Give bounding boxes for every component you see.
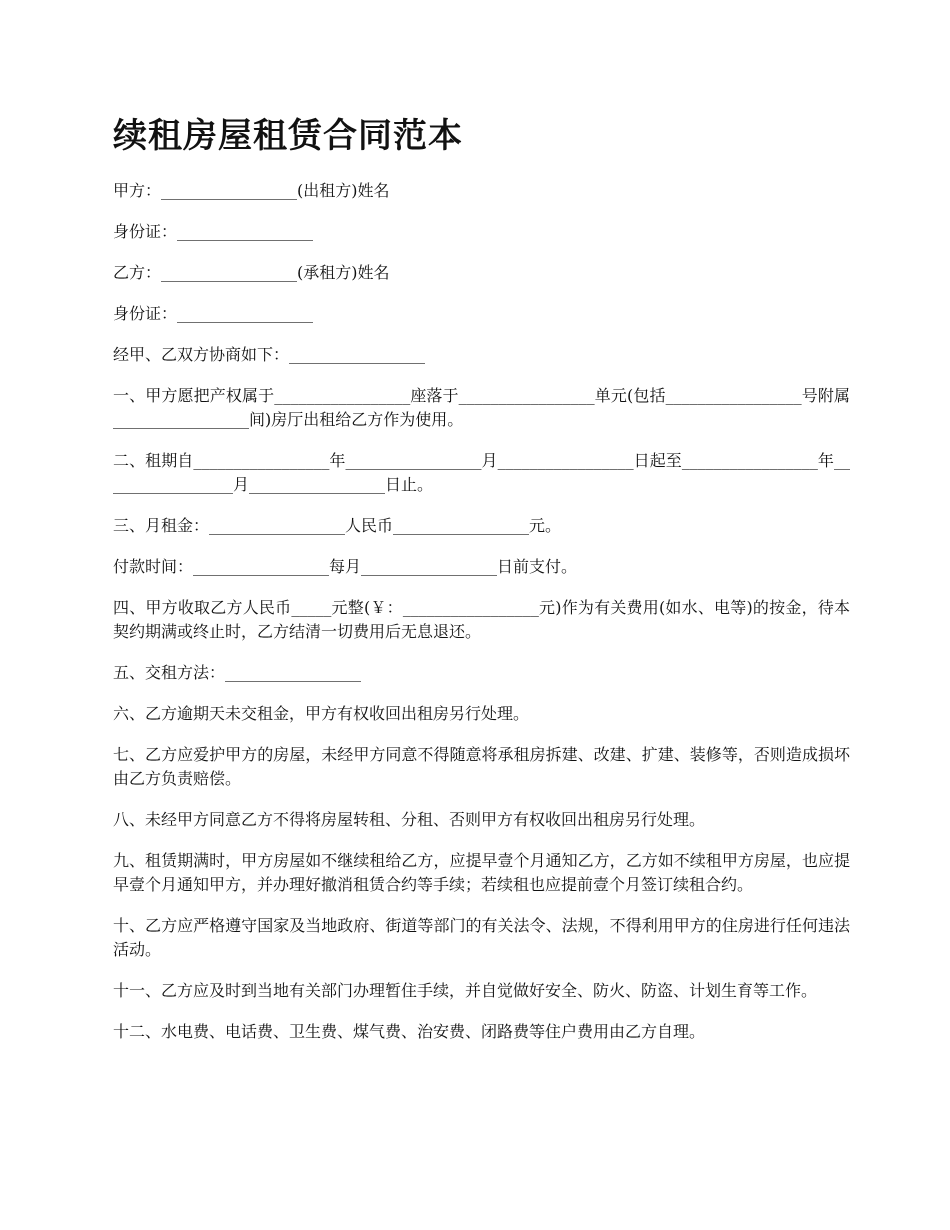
clause-12: 十二、水电费、电话费、卫生费、煤气费、治安费、闭路费等住户费用由乙方自理。 <box>113 1022 706 1041</box>
clause-1: 一、甲方愿把产权属于_________________座落于_________________单元(包括_________________号附属_________________间)房厅出租给乙方作为使用。 <box>113 386 850 429</box>
clause-3: 三、月租金：_________________人民币_________________元。 <box>113 516 562 535</box>
clause-11: 十一、乙方应及时到当地有关部门办理暂住手续，并自觉做好安全、防火、防盗、计划生育等工作。 <box>113 981 818 1000</box>
clause-2: 二、租期自_________________年_________________月_________________日起至_________________年_________________月_________________日止。 <box>113 451 850 494</box>
party-a-id-line: 身份证：_________________ <box>113 222 314 241</box>
clause-7: 七、乙方应爱护甲方的房屋，未经甲方同意不得随意将承租房拆建、改建、扩建、装修等，否则造成损坏由乙方负责赔偿。 <box>113 745 850 788</box>
clause-8: 八、未经甲方同意乙方不得将房屋转租、分租、否则甲方有权收回出租房另行处理。 <box>113 810 706 829</box>
party-b-line: 乙方：_________________(承租方)姓名 <box>113 263 390 282</box>
document-title: 续租房屋租赁合同范本 <box>113 116 463 156</box>
party-b-id-line: 身份证：_________________ <box>113 304 314 323</box>
clause-6: 六、乙方逾期天未交租金，甲方有权收回出租房另行处理。 <box>113 704 530 723</box>
clause-4: 四、甲方收取乙方人民币_____元整(￥：_________________元)作为有关费用(如水、电等)的按金，待本契约期满或终止时，乙方结清一切费用后无息退还。 <box>113 598 850 641</box>
payment-time: 付款时间：_________________每月_________________日前支付。 <box>113 557 578 576</box>
clause-5: 五、交租方法：_________________ <box>113 663 362 682</box>
party-a-line: 甲方：_________________(出租方)姓名 <box>113 181 390 200</box>
clause-9: 九、租赁期满时，甲方房屋如不继续租给乙方，应提早壹个月通知乙方，乙方如不续租甲方房屋，也应提早壹个月通知甲方，并办理好撤消租赁合约等手续；若续租也应提前壹个月签订续租合约。 <box>113 851 850 894</box>
clause-10: 十、乙方应严格遵守国家及当地政府、街道等部门的有关法令、法规，不得利用甲方的住房进行任何违法活动。 <box>113 916 850 959</box>
agreement-intro: 经甲、乙双方协商如下：_________________ <box>113 345 426 364</box>
